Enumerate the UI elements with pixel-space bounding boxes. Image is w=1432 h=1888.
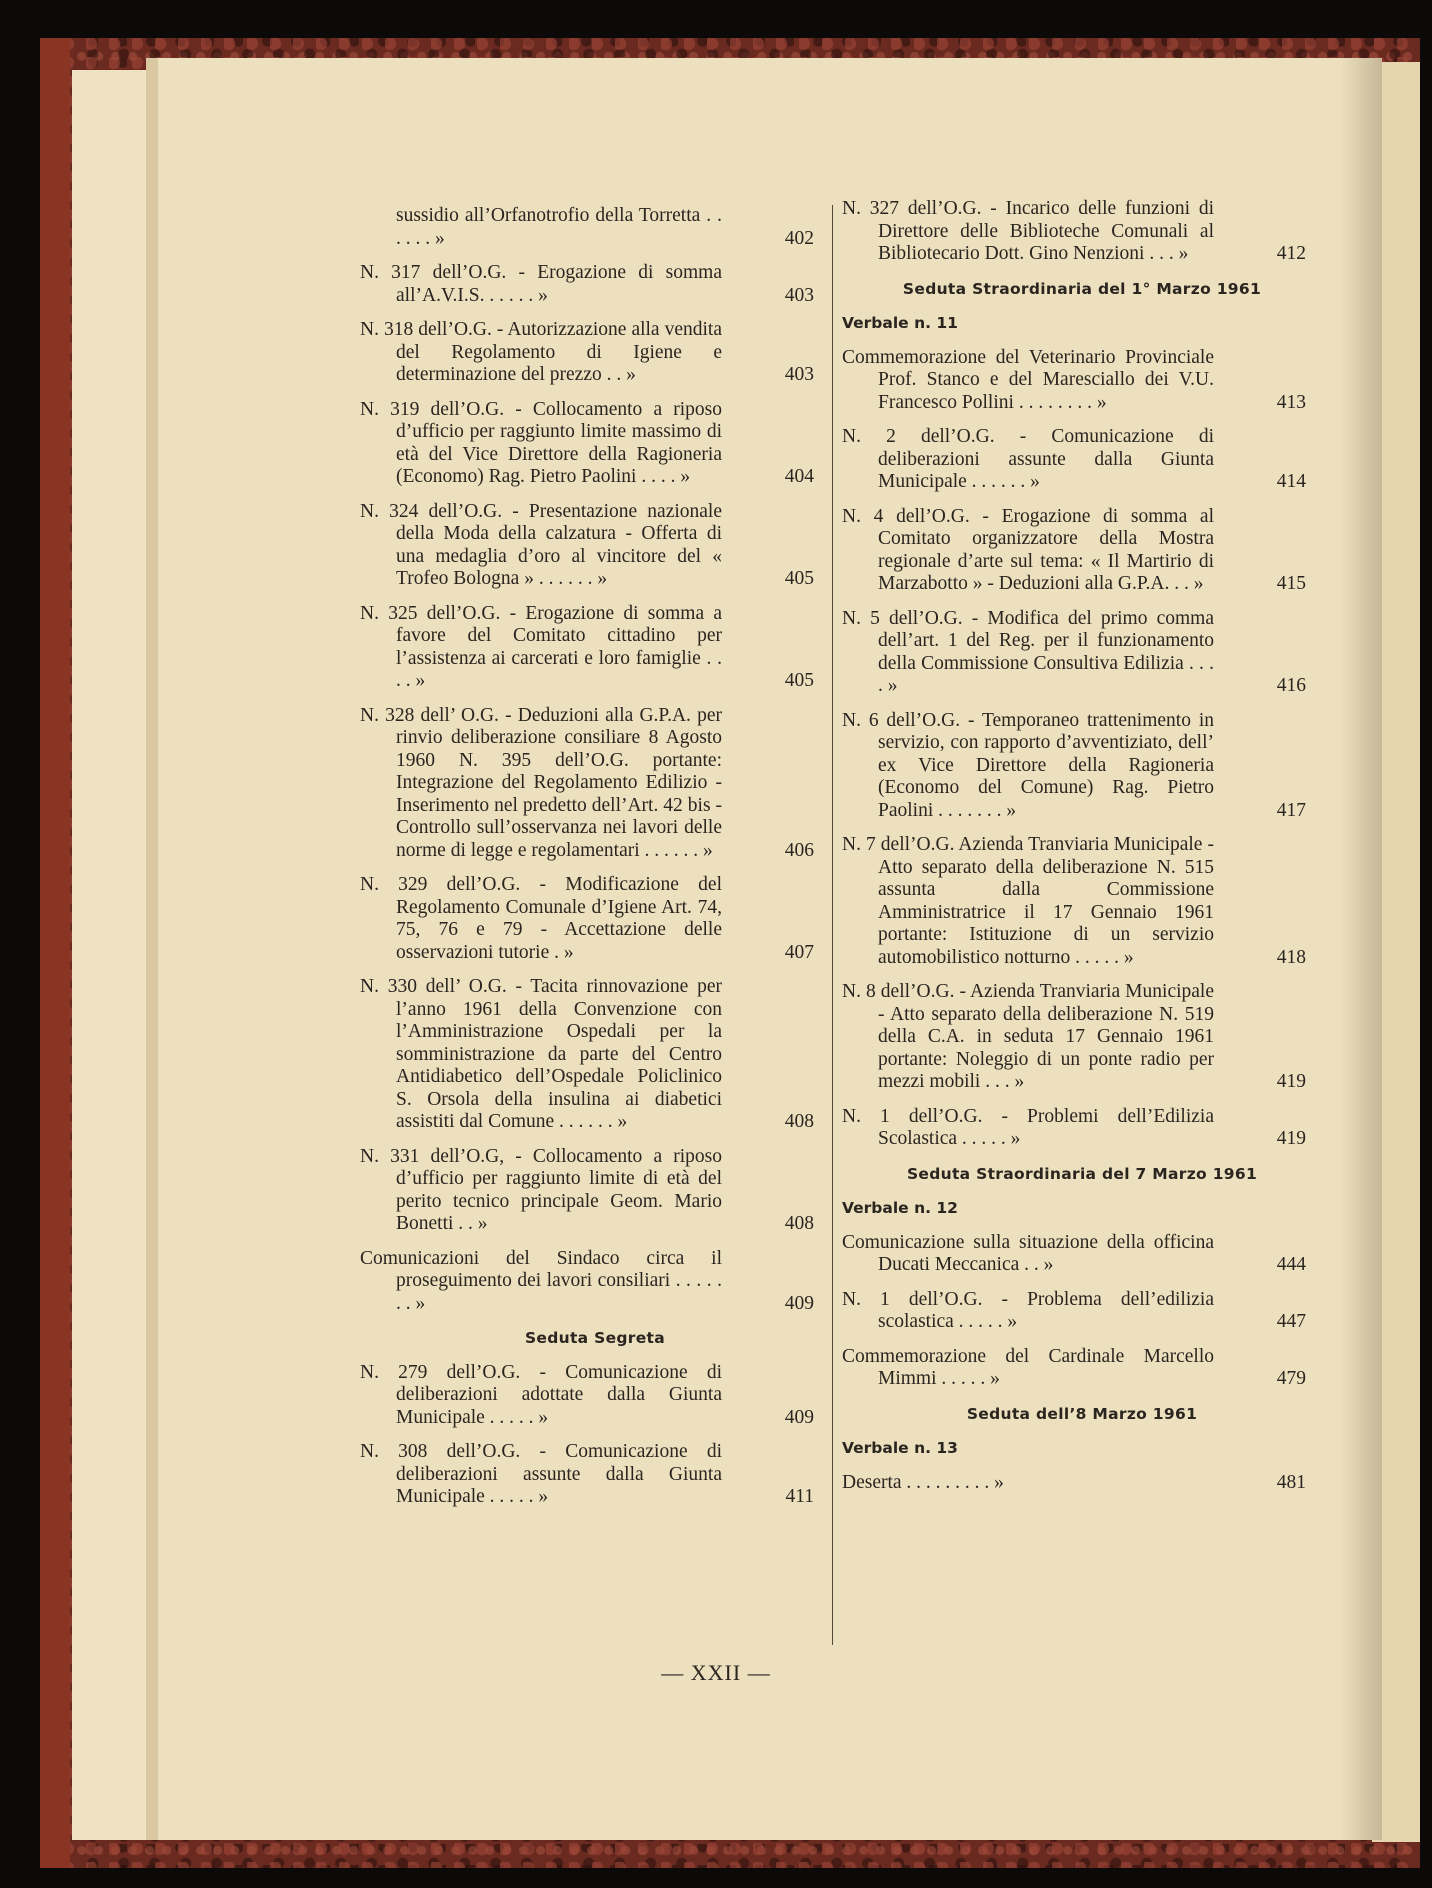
- entry-page-number: 408: [784, 1213, 814, 1234]
- entry-page-number: 404: [784, 466, 814, 487]
- index-entry: [360, 874, 830, 964]
- entry-page-number: 419: [1276, 1071, 1306, 1092]
- index-entry: [360, 205, 830, 250]
- entry-text: N. 7 dell’O.G. Azienda Tranviaria Municipale - Atto separato della deliberazione N. 515 assunta dalla Commissione Amministratrice il 17 Gennaio 1961 portante: Istituzione di un servizio automobilistico notturno . . . . . »: [842, 834, 1214, 968]
- verbale-heading: Verbale n. 12: [842, 1199, 958, 1217]
- index-entry: [360, 1441, 830, 1509]
- entry-text: N. 1 dell’O.G. - Problemi dell’Edilizia Scolastica . . . . . »: [842, 1105, 1214, 1149]
- entry-page-number: 414: [1276, 471, 1306, 492]
- entry-text: N. 308 dell’O.G. - Comunicazione di deliberazioni assunte dalla Giunta Municipale . . . . . »: [360, 1441, 722, 1507]
- page-edge-shadow: [146, 58, 158, 1840]
- index-entry: [842, 1472, 1322, 1495]
- entry-text: N. 331 dell’O.G, - Collocamento a riposo d’ufficio per raggiunto limite di età del perito tecnico principale Geom. Mario Bonetti . . »: [360, 1145, 722, 1234]
- index-entry: [360, 501, 830, 591]
- index-entry: [842, 981, 1322, 1094]
- index-entry: [360, 976, 830, 1134]
- entry-text: Commemorazione del Cardinale Marcello Mimmi . . . . . »: [842, 1345, 1214, 1389]
- entry-page-number: 409: [784, 1406, 814, 1428]
- entry-page-number: 406: [784, 839, 814, 861]
- index-entry: [842, 608, 1322, 698]
- entry-page-number: 407: [784, 941, 814, 963]
- entry-text: N. 324 dell’O.G. - Presentazione nazionale della Moda della calzatura - Offerta di una medaglia d’oro al vincitore del « Trofeo Bologna » . . . . . . »: [360, 500, 722, 589]
- entry-page-number: 405: [784, 568, 814, 589]
- entry-page-number: 419: [1276, 1128, 1306, 1149]
- entry-text: N. 6 dell’O.G. - Temporaneo trattenimento in servizio, con rapporto d’avventiziato, dell’ ex Vice Direttore della Ragioneria (Economo del Comune) Rag. Pietro Paolini . . . . . . . »: [842, 709, 1214, 821]
- entry-page-number: 412: [1276, 243, 1306, 264]
- entry-page-number: 413: [1276, 391, 1306, 413]
- entry-text: Comunicazioni del Sindaco circa il proseguimento dei lavori consiliari . . . . . . . »: [360, 1247, 722, 1314]
- index-entry: [360, 1362, 830, 1430]
- entry-text: sussidio all’Orfanotrofio della Torretta . . . . . . »: [396, 205, 722, 249]
- index-column-left: [360, 205, 830, 1521]
- session-heading: Seduta Segreta: [524, 1329, 666, 1347]
- session-heading: Seduta Straordinaria del 7 Marzo 1961: [906, 1164, 1258, 1183]
- session-heading: Seduta Straordinaria del 1° Marzo 1961: [902, 279, 1262, 298]
- entry-page-number: 408: [784, 1111, 814, 1132]
- entry-page-number: 403: [784, 284, 814, 306]
- entry-text: N. 279 dell’O.G. - Comunicazione di deliberazioni adottate dalla Giunta Municipale . . . . . »: [360, 1361, 722, 1428]
- entry-text: N. 8 dell’O.G. - Azienda Tranviaria Municipale - Atto separato della deliberazione N. 519 della C.A. in seduta 17 Gennaio 1961 portante: Noleggio di un ponte radio per mezzi mobili . . . »: [842, 981, 1214, 1092]
- index-entry: [842, 1232, 1322, 1277]
- index-entry: [360, 399, 830, 489]
- entry-page-number: 417: [1276, 799, 1306, 821]
- index-entry: [842, 347, 1322, 415]
- entry-text: N. 317 dell’O.G. - Erogazione di somma all’A.V.I.S. . . . . . »: [360, 262, 722, 306]
- page-gutter-shadow: [1340, 58, 1382, 1840]
- column-divider: [832, 205, 833, 1645]
- entry-page-number: 415: [1276, 573, 1306, 594]
- index-entry: [842, 834, 1322, 969]
- entry-page-number: 479: [1276, 1368, 1306, 1389]
- entry-text: N. 329 dell’O.G. - Modificazione del Regolamento Comunale d’Igiene Art. 74, 75, 76 e 79 - Accettazione delle osservazioni tutorie . »: [360, 874, 722, 963]
- entry-text: Deserta . . . . . . . . . »: [842, 1471, 1004, 1493]
- entry-text: N. 327 dell’O.G. - Incarico delle funzioni di Direttore delle Biblioteche Comunali al Bibliotecario Dott. Gino Nenzioni . . . »: [842, 198, 1214, 264]
- index-entry: [842, 198, 1322, 266]
- book-spine: [40, 38, 70, 1868]
- entry-page-number: 444: [1276, 1254, 1306, 1275]
- verbale-heading: Verbale n. 13: [842, 1439, 958, 1457]
- index-entry: [842, 710, 1322, 823]
- index-entry: [842, 1106, 1322, 1151]
- entry-text: N. 318 dell’O.G. - Autorizzazione alla vendita del Regolamento di Igiene e determinazione del prezzo . . »: [360, 319, 722, 385]
- page-folio: — XXII —: [661, 1660, 771, 1685]
- entry-page-number: 402: [784, 227, 814, 249]
- entry-page-number: 447: [1276, 1311, 1306, 1332]
- entry-text: N. 2 dell’O.G. - Comunicazione di deliberazioni assunte dalla Giunta Municipale . . . . . . »: [842, 426, 1214, 492]
- index-entry: [842, 1289, 1322, 1334]
- entry-text: Commemorazione del Veterinario Provinciale Prof. Stanco e del Maresciallo dei V.U. Francesco Pollini . . . . . . . . »: [842, 346, 1214, 413]
- entry-page-number: 409: [784, 1292, 814, 1314]
- session-heading: Seduta dell’8 Marzo 1961: [966, 1404, 1198, 1423]
- entry-page-number: 416: [1276, 675, 1306, 696]
- entry-text: N. 319 dell’O.G. - Collocamento a riposo d’ufficio per raggiunto limite massimo di età del Vice Direttore della Ragioneria (Economo) Rag. Pietro Paolini . . . . »: [360, 398, 722, 487]
- index-entry: [360, 1248, 830, 1316]
- entry-page-number: 403: [784, 364, 814, 385]
- entry-text: N. 330 dell’ O.G. - Tacita rinnovazione per l’anno 1961 della Convenzione con l’Amministrazione Ospedali per la somministrazione da parte del Centro Antidiabetico dell’Ospedale Policlinico S. Orsola della insulina ai diabetici assistiti dal Comune . . . . . . »: [360, 976, 722, 1132]
- index-column-right: [842, 198, 1322, 1506]
- index-entry: [360, 262, 830, 307]
- entry-page-number: 405: [784, 670, 814, 691]
- index-entry: [842, 426, 1322, 494]
- index-entry: [842, 1346, 1322, 1391]
- index-entry: [842, 506, 1322, 596]
- entry-text: N. 328 dell’ O.G. - Deduzioni alla G.P.A. per rinvio deliberazione consiliare 8 Agosto 1960 N. 395 dell’O.G. portante: Integrazione del Regolamento Edilizio - Inserimento nel predetto dell’Art. 42 bis - Controllo sull’osservanza nei lavori delle norme di legge e regolamentari . . . . . . »: [360, 704, 722, 861]
- index-entry: [360, 1146, 830, 1236]
- entry-text: N. 5 dell’O.G. - Modifica del primo comma dell’art. 1 del Reg. per il funzionamento della Commissione Consultiva Edilizia . . . . »: [842, 607, 1214, 696]
- entry-page-number: 418: [1276, 946, 1306, 968]
- entry-text: Comunicazione sulla situazione della officina Ducati Meccanica . . »: [842, 1231, 1214, 1275]
- verbale-heading: Verbale n. 11: [842, 314, 958, 332]
- index-entry: [360, 705, 830, 863]
- index-entry: [360, 603, 830, 693]
- entry-text: N. 4 dell’O.G. - Erogazione di somma al Comitato organizzatore della Mostra regionale d’arte sul tema: « Il Martirio di Marzabotto » - Deduzioni alla G.P.A. . . »: [842, 505, 1214, 594]
- index-entry: [360, 319, 830, 387]
- entry-page-number: 481: [1276, 1471, 1306, 1493]
- entry-text: N. 325 dell’O.G. - Erogazione di somma a favore del Comitato cittadino per l’assistenza ai carcerati e loro famiglie . . . . »: [360, 602, 722, 691]
- entry-page-number: 411: [785, 1486, 814, 1507]
- entry-text: N. 1 dell’O.G. - Problema dell’edilizia scolastica . . . . . »: [842, 1288, 1214, 1332]
